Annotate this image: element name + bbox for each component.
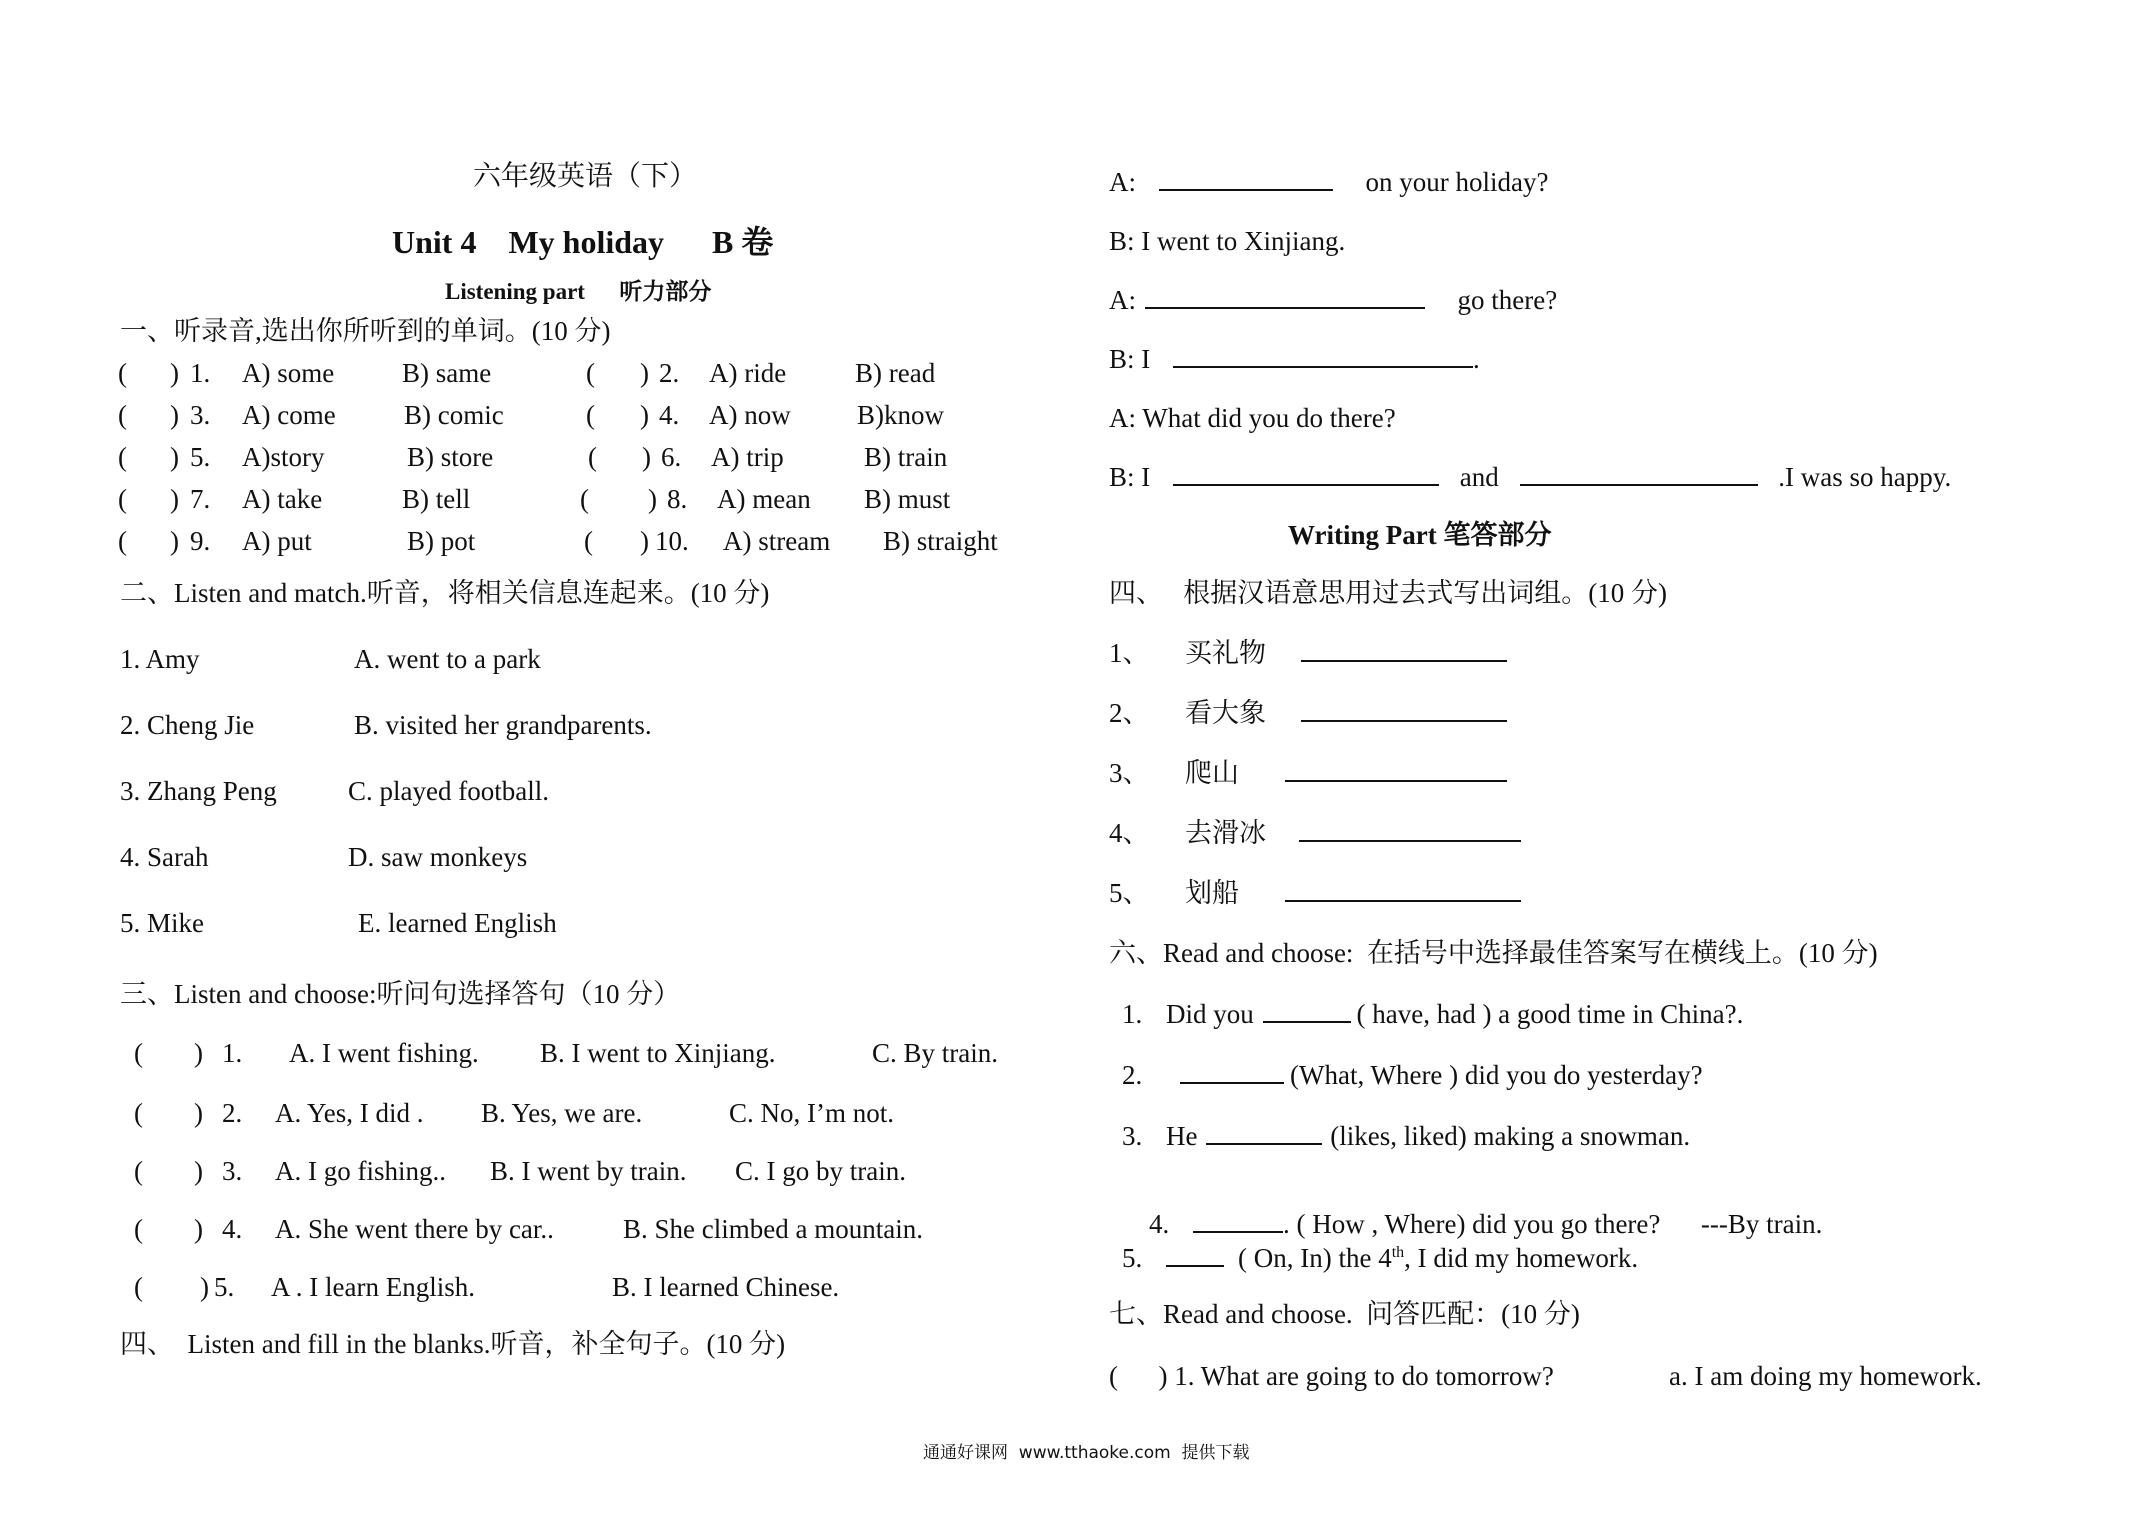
question-number: 5. bbox=[190, 442, 211, 472]
fill-blank[interactable] bbox=[1520, 464, 1758, 486]
match-activity: A. went to a park bbox=[354, 644, 541, 674]
option-b: B) same bbox=[402, 358, 492, 388]
answer-bracket-open: ( bbox=[586, 358, 595, 388]
answer-bracket-open: ( bbox=[580, 484, 589, 514]
fill-blank[interactable] bbox=[1173, 346, 1473, 368]
answer-bracket-close: ) bbox=[170, 358, 179, 388]
section2-heading: 二、Listen and match.听音，将相关信息连起来。(10 分) bbox=[120, 578, 770, 608]
option-a: A)story bbox=[242, 442, 325, 472]
phrase-number: 1、 bbox=[1109, 638, 1150, 668]
answer-bracket-close: ) bbox=[170, 442, 179, 472]
answer-bracket-open: ( bbox=[134, 1156, 143, 1186]
option-b: B)know bbox=[857, 400, 944, 430]
fill-blank[interactable] bbox=[1285, 880, 1521, 902]
section4-listen-heading: 四、 Listen and fill in the blanks.听音，补全句子。(10 分) bbox=[120, 1329, 786, 1359]
footer-credit: 通通好课网 www.tthaoke.com 提供下载 bbox=[923, 1443, 1250, 1463]
answer-bracket-open: ( bbox=[586, 400, 595, 430]
dialogue-speaker-text: B: I bbox=[1109, 344, 1151, 374]
dialogue-speaker-text: B: I bbox=[1109, 462, 1151, 492]
phrase-item bbox=[1109, 820, 1521, 847]
question-text: ( have, had ) a good time in China?. bbox=[1356, 999, 1744, 1029]
answer-bracket-close: ) bbox=[640, 358, 649, 388]
question-number: 4. bbox=[222, 1214, 243, 1244]
question-number: 1. bbox=[222, 1038, 243, 1068]
phrase-chinese: 爬山 bbox=[1185, 758, 1239, 788]
fill-blank[interactable] bbox=[1299, 820, 1521, 842]
dialogue-line bbox=[1109, 228, 1345, 255]
phrase-chinese: 看大象 bbox=[1185, 698, 1266, 728]
fill-blank[interactable] bbox=[1263, 1001, 1351, 1023]
question-number: 1. bbox=[1122, 999, 1143, 1029]
answer-bracket-close: ) bbox=[648, 484, 657, 514]
answer-bracket-open: ( bbox=[118, 358, 127, 388]
dialogue-text: . bbox=[1473, 344, 1480, 374]
dialogue-speaker-text: A: bbox=[1109, 167, 1136, 197]
section6-item bbox=[1122, 1245, 1638, 1272]
question-number: 3. bbox=[190, 400, 211, 430]
question-number: 4. bbox=[1149, 1209, 1170, 1239]
question-number: 3. bbox=[222, 1156, 243, 1186]
phrase-number: 3、 bbox=[1109, 758, 1150, 788]
section6-item bbox=[1122, 1062, 1703, 1089]
writing-part-title: Writing Part 笔答部分 bbox=[1288, 520, 1552, 550]
dialogue-line bbox=[1109, 405, 1396, 432]
section1-heading: 一、听录音,选出你所听到的单词。(10 分) bbox=[120, 316, 611, 346]
match-name: 3. Zhang Peng bbox=[120, 776, 277, 806]
fill-blank[interactable] bbox=[1301, 640, 1507, 662]
question-text: (What, Where ) did you do yesterday? bbox=[1290, 1060, 1703, 1090]
dialogue-speaker-text: A: What did you do there? bbox=[1109, 403, 1396, 433]
dialogue-speaker-text: A: bbox=[1109, 285, 1136, 315]
listening-part-title: Listening part 听力部分 bbox=[445, 279, 712, 304]
dialogue-text: on your holiday? bbox=[1365, 167, 1549, 197]
phrase-number: 5、 bbox=[1109, 878, 1150, 908]
option-c: C. No, I’m not. bbox=[729, 1098, 894, 1128]
phrase-item bbox=[1109, 640, 1507, 667]
option-b: B. I learned Chinese. bbox=[612, 1272, 840, 1302]
option-b: B) pot bbox=[407, 526, 476, 556]
phrase-chinese: 去滑冰 bbox=[1185, 818, 1266, 848]
phrase-item bbox=[1109, 880, 1521, 907]
answer-bracket-close: ) bbox=[194, 1038, 203, 1068]
question-number: 5. bbox=[214, 1272, 235, 1302]
fill-blank[interactable] bbox=[1206, 1123, 1322, 1145]
option-b: B) store bbox=[407, 442, 494, 472]
option-c: C. By train. bbox=[872, 1038, 998, 1068]
match-name: 2. Cheng Jie bbox=[120, 710, 255, 740]
section7-heading: 七、Read and choose. 问答匹配：(10 分) bbox=[1109, 1299, 1580, 1329]
answer-bracket-close: ) bbox=[194, 1098, 203, 1128]
answer-bracket-open: ( bbox=[118, 442, 127, 472]
question-number: 2. bbox=[222, 1098, 243, 1128]
answer-bracket-close: ) bbox=[640, 526, 649, 556]
option-b: B. Yes, we are. bbox=[481, 1098, 643, 1128]
phrase-item bbox=[1109, 700, 1507, 727]
option-b: B. I went to Xinjiang. bbox=[540, 1038, 776, 1068]
answer-bracket-close: ) bbox=[640, 400, 649, 430]
fill-blank[interactable] bbox=[1285, 760, 1507, 782]
phrase-number: 4、 bbox=[1109, 818, 1150, 848]
section6-item bbox=[1122, 1123, 1690, 1150]
fill-blank[interactable] bbox=[1166, 1245, 1224, 1267]
unit-title: Unit 4 My holiday B 卷 bbox=[392, 224, 774, 260]
match-activity: B. visited her grandparents. bbox=[354, 710, 652, 740]
dialogue-line bbox=[1109, 287, 1557, 314]
phrase-chinese: 划船 bbox=[1185, 878, 1239, 908]
option-a: A . I learn English. bbox=[271, 1272, 475, 1302]
option-a: A) now bbox=[709, 400, 791, 430]
option-b: B) must bbox=[864, 484, 951, 514]
option-a: A) put bbox=[242, 526, 312, 556]
dialogue-line bbox=[1109, 346, 1480, 373]
question-text: , I did my homework. bbox=[1404, 1243, 1639, 1273]
phrase-chinese: 买礼物 bbox=[1185, 638, 1266, 668]
answer-bracket-close: ) bbox=[642, 442, 651, 472]
option-a: A) mean bbox=[717, 484, 811, 514]
dialogue-text: go there? bbox=[1457, 285, 1558, 315]
option-a: A) ride bbox=[709, 358, 787, 388]
dialogue-line bbox=[1109, 464, 1951, 491]
match-activity: D. saw monkeys bbox=[348, 842, 528, 872]
fill-blank[interactable] bbox=[1193, 1211, 1283, 1233]
question-text: . ( How , Where) did you go there? ---By train. bbox=[1283, 1209, 1823, 1239]
option-b: B) comic bbox=[404, 400, 504, 430]
answer-bracket-open: ( bbox=[134, 1038, 143, 1068]
option-c: C. I go by train. bbox=[735, 1156, 906, 1186]
answer-bracket-open: ( bbox=[134, 1098, 143, 1128]
match-name: 5. Mike bbox=[120, 908, 204, 938]
option-a: A) some bbox=[242, 358, 335, 388]
answer-bracket-close: ) bbox=[194, 1214, 203, 1244]
option-a: A) trip bbox=[711, 442, 784, 472]
grade-title: 六年级英语（下） bbox=[473, 161, 698, 192]
question-number: 2. bbox=[1122, 1060, 1143, 1090]
question-number: 3. bbox=[1122, 1121, 1143, 1151]
option-a: A) come bbox=[242, 400, 336, 430]
section7-question: ( ) 1. What are going to do tomorrow? bbox=[1109, 1361, 1554, 1391]
fill-blank[interactable] bbox=[1173, 464, 1439, 486]
answer-bracket-close: ) bbox=[170, 526, 179, 556]
fill-blank[interactable] bbox=[1301, 700, 1507, 722]
answer-bracket-open: ( bbox=[134, 1214, 143, 1244]
match-activity: E. learned English bbox=[358, 908, 557, 938]
phrase-item bbox=[1109, 760, 1507, 787]
answer-bracket-open: ( bbox=[118, 484, 127, 514]
section3-heading: 三、Listen and choose:听问句选择答句（10 分） bbox=[120, 979, 681, 1009]
ordinal-suffix: th bbox=[1391, 1244, 1405, 1261]
question-number: 9. bbox=[190, 526, 211, 556]
option-a: A. She went there by car.. bbox=[275, 1214, 554, 1244]
option-a: A) stream bbox=[723, 526, 831, 556]
question-text: He bbox=[1166, 1121, 1198, 1151]
question-number: 4. bbox=[659, 400, 680, 430]
option-a: A. I went fishing. bbox=[289, 1038, 479, 1068]
question-number: 1. bbox=[190, 358, 211, 388]
phrase-number: 2、 bbox=[1109, 698, 1150, 728]
answer-bracket-close: ) bbox=[194, 1156, 203, 1186]
match-activity: C. played football. bbox=[348, 776, 549, 806]
question-text: Did you bbox=[1166, 999, 1254, 1029]
dialogue-speaker-text: B: I went to Xinjiang. bbox=[1109, 226, 1346, 256]
option-b: B) read bbox=[855, 358, 936, 388]
option-b: B) straight bbox=[883, 526, 998, 556]
question-number: 10. bbox=[655, 526, 689, 556]
answer-bracket-close: ) bbox=[200, 1272, 209, 1302]
question-number: 5. bbox=[1122, 1243, 1143, 1273]
option-a: A) take bbox=[242, 484, 323, 514]
answer-bracket-open: ( bbox=[588, 442, 597, 472]
fill-blank[interactable] bbox=[1180, 1062, 1284, 1084]
answer-bracket-open: ( bbox=[584, 526, 593, 556]
answer-bracket-open: ( bbox=[118, 400, 127, 430]
question-number: 7. bbox=[190, 484, 211, 514]
question-number: 2. bbox=[659, 358, 680, 388]
option-b: B. She climbed a mountain. bbox=[623, 1214, 923, 1244]
match-name: 4. Sarah bbox=[120, 842, 209, 872]
answer-bracket-open: ( bbox=[118, 526, 127, 556]
section7-answer: a. I am doing my homework. bbox=[1669, 1361, 1982, 1391]
question-text: (likes, liked) making a snowman. bbox=[1330, 1121, 1691, 1151]
match-name: 1. Amy bbox=[120, 644, 200, 674]
dialogue-line bbox=[1109, 169, 1548, 196]
answer-bracket-open: ( bbox=[134, 1272, 143, 1302]
question-number: 8. bbox=[667, 484, 688, 514]
dialogue-text: and bbox=[1459, 462, 1499, 492]
question-number: 6. bbox=[661, 442, 682, 472]
fill-blank[interactable] bbox=[1159, 169, 1333, 191]
answer-bracket-close: ) bbox=[170, 484, 179, 514]
answer-bracket-close: ) bbox=[170, 400, 179, 430]
option-b: B. I went by train. bbox=[490, 1156, 687, 1186]
option-b: B) tell bbox=[402, 484, 471, 514]
dialogue-text: .I was so happy. bbox=[1778, 462, 1952, 492]
option-a: A. Yes, I did . bbox=[275, 1098, 424, 1128]
section6-item bbox=[1122, 1001, 1743, 1028]
section4-write-heading: 四、 根据汉语意思用过去式写出词组。(10 分) bbox=[1109, 578, 1667, 608]
option-a: A. I go fishing.. bbox=[275, 1156, 446, 1186]
fill-blank[interactable] bbox=[1145, 287, 1425, 309]
question-text: ( On, In) the 4 bbox=[1238, 1243, 1392, 1273]
option-b: B) train bbox=[864, 442, 948, 472]
section6-heading: 六、Read and choose: 在括号中选择最佳答案写在横线上。(10 分) bbox=[1109, 938, 1878, 968]
